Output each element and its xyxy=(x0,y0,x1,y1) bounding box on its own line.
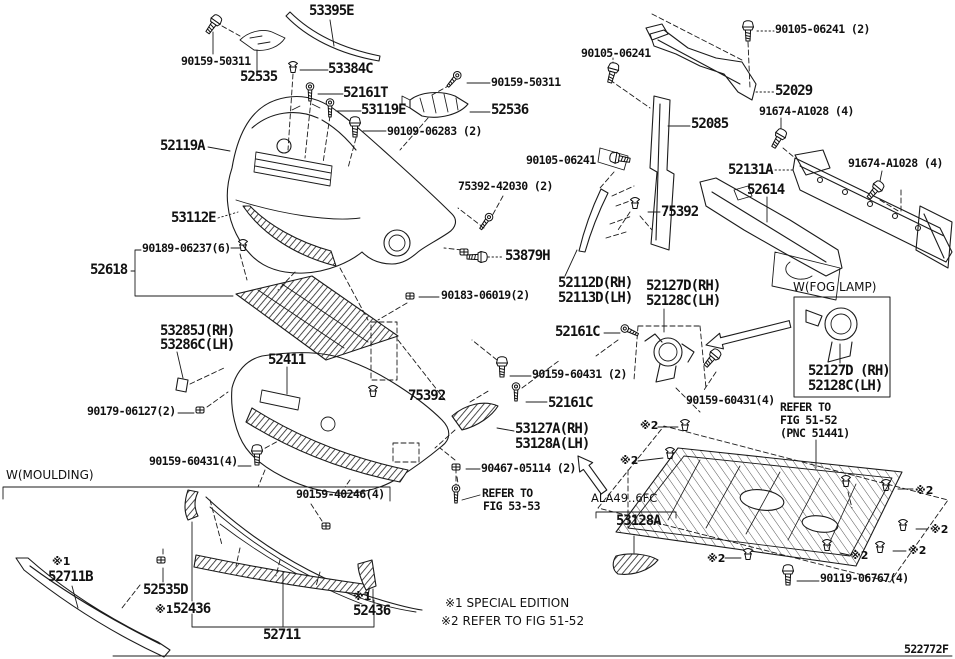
section-label-moulding: W(MOULDING) xyxy=(6,468,94,482)
grommet-icon xyxy=(322,523,330,529)
fastener-label-90159-50311-b: 90159-50311 xyxy=(491,75,561,89)
ref-fig5353-line2: FIG 53-53 xyxy=(483,499,540,513)
fastener-label-90105-06241-left: 90105-06241 xyxy=(581,46,651,60)
part-label-53286C: 53286C(LH) xyxy=(160,337,235,353)
model-code-label: ALA49..6FC xyxy=(591,491,658,505)
marker2-clip-e: ※2 xyxy=(908,544,927,557)
grommet-icon xyxy=(452,464,460,470)
ref-fig5152-line2: FIG 51-52 xyxy=(780,413,837,427)
seal-strip-drawing xyxy=(286,12,380,61)
bolt-icon xyxy=(701,347,722,370)
fastener-label-91674-A1028-top: 91674-A1028 (4) xyxy=(759,104,854,118)
corner-garnish-drawing xyxy=(579,189,608,252)
fastener-label-90467-05114: 90467-05114 (2) xyxy=(481,461,576,475)
screw-icon xyxy=(620,323,640,338)
fog-bracket-mid-drawing xyxy=(645,334,694,382)
part-label-52029: 52029 xyxy=(775,83,813,99)
bolt-icon xyxy=(604,62,620,84)
marker1-52436-left: ※1 xyxy=(155,603,174,616)
marker2-clip-a: ※2 xyxy=(640,419,659,432)
ref-fig5152-line3: (PNC 51441) xyxy=(780,426,850,440)
section-label-fog-lamp: W(FOG LAMP) xyxy=(793,280,877,294)
part-label-52711: 52711 xyxy=(263,627,301,643)
fastener-label-90159-60431-4r: 90159-60431(4) xyxy=(686,393,775,407)
part-label-52536: 52536 xyxy=(491,102,529,118)
grommet-icon xyxy=(406,293,414,299)
fastener-label-90159-40246: 90159-40246(4) xyxy=(296,487,385,501)
part-label-52711B: 52711B xyxy=(48,569,93,585)
part-label-53879H: 53879H xyxy=(505,248,550,264)
part-label-52614: 52614 xyxy=(747,182,785,198)
part-label-52161C-b: 52161C xyxy=(548,395,593,411)
part-label-53112E: 53112E xyxy=(171,210,216,226)
fastener-label-75392-42030: 75392-42030 (2) xyxy=(458,179,553,193)
clip-icon xyxy=(876,542,885,553)
fastener-label-90179-06127: 90179-06127(2) xyxy=(87,404,176,418)
part-label-52535D: 52535D xyxy=(143,582,188,598)
clip-53285-drawing xyxy=(176,378,188,392)
grille-drawing xyxy=(243,206,336,266)
moulding-section-drawing xyxy=(16,487,676,657)
bolt-icon xyxy=(769,127,789,150)
marker1-52711B: ※1 xyxy=(52,555,71,568)
screw-icon xyxy=(478,212,495,231)
fastener-label-90183-06019: 90183-06019(2) xyxy=(441,288,530,302)
part-label-52161C-a: 52161C xyxy=(555,324,600,340)
screw-icon xyxy=(452,485,460,503)
part-label-52119A: 52119A xyxy=(160,138,205,154)
part-label-52112D: 52112D(RH) xyxy=(558,275,633,291)
clip-icon xyxy=(744,549,753,560)
arrow-to-fog-bracket xyxy=(706,321,791,349)
part-label-52127D-box: 52127D (RH) xyxy=(808,363,890,379)
part-label-52411: 52411 xyxy=(268,352,306,368)
lower-grille-panel-drawing xyxy=(236,276,398,360)
marker2-clip-f: ※2 xyxy=(850,549,869,562)
bolt-icon xyxy=(467,252,487,263)
part-label-52127D-mid: 52127D(RH) xyxy=(646,278,721,294)
part-label-52161T: 52161T xyxy=(343,85,388,101)
figure-code: 522772F xyxy=(904,642,949,656)
part-label-52436-left: 52436 xyxy=(173,601,211,617)
part-label-52436-right: 52436 xyxy=(353,603,391,619)
bolt-icon xyxy=(350,117,361,137)
se-garnish-drawing xyxy=(613,554,658,574)
part-label-53384C: 53384C xyxy=(328,61,373,77)
part-label-53395E: 53395E xyxy=(309,3,354,19)
marker1-52436-right: ※1 xyxy=(353,590,372,603)
clip-icon xyxy=(631,198,640,209)
part-label-52618: 52618 xyxy=(90,262,128,278)
part-label-53128A-bottom: 53128A xyxy=(616,513,661,529)
upper-support-drawing xyxy=(646,24,756,100)
part-label-52131A: 52131A xyxy=(728,162,773,178)
fastener-label-91674-A1028-right: 91674-A1028 (4) xyxy=(848,156,943,170)
bracket-52536-drawing xyxy=(402,93,468,118)
clip-icon xyxy=(369,386,378,397)
fastener-label-90189-06237: 90189-06237(6) xyxy=(142,241,231,255)
part-label-52535: 52535 xyxy=(240,69,278,85)
part-label-52128C-mid: 52128C(LH) xyxy=(646,293,721,309)
marker2-clip-d: ※2 xyxy=(930,523,949,536)
part-label-52128C-box: 52128C(LH) xyxy=(808,378,883,394)
ref-fig5353-line1: REFER TO xyxy=(482,486,533,500)
fastener-label-90109-06283: 90109-06283 (2) xyxy=(387,124,482,138)
arrow-to-bezel xyxy=(578,456,607,494)
marker2-clip-b: ※2 xyxy=(620,454,639,467)
ref-fig5152-line1: REFER TO xyxy=(780,400,831,414)
bumper-cover-drawing xyxy=(227,96,455,273)
part-label-52085: 52085 xyxy=(691,116,729,132)
part-label-53119E: 53119E xyxy=(361,102,406,118)
fastener-label-90159-50311-a: 90159-50311 xyxy=(181,54,251,68)
clip-icon xyxy=(681,420,690,431)
marker2-clip-c: ※2 xyxy=(915,484,934,497)
fastener-label-90105-06241-mid: 90105-06241 xyxy=(526,153,596,167)
part-label-75392-right: 75392 xyxy=(661,204,699,220)
front-spoiler-drawing xyxy=(16,555,170,657)
bolt-icon xyxy=(864,179,885,202)
screw-icon xyxy=(445,70,463,89)
grommet-icon xyxy=(196,407,204,413)
bolt-icon xyxy=(783,565,794,585)
fastener-label-90159-60431-4l: 90159-60431(4) xyxy=(149,454,238,468)
bolt-icon xyxy=(743,21,754,41)
note-refer-fig5152: ※2 REFER TO FIG 51-52 xyxy=(441,614,585,628)
grommet-icon xyxy=(157,557,165,563)
part-label-53127A: 53127A(RH) xyxy=(515,421,590,437)
part-label-75392-left: 75392 xyxy=(408,388,446,404)
part-label-53285J: 53285J(RH) xyxy=(160,323,235,339)
note-special-edition: ※1 SPECIAL EDITION xyxy=(445,596,570,610)
fastener-label-90119-06767: 90119-06767(4) xyxy=(820,571,909,585)
bracket-52535-drawing xyxy=(240,30,285,50)
clip-icon xyxy=(899,520,908,531)
clip-icon xyxy=(289,62,298,73)
part-label-53128A-mid: 53128A(LH) xyxy=(515,436,590,452)
part-label-52113D: 52113D(LH) xyxy=(558,290,633,306)
side-support-drawing xyxy=(598,96,674,250)
fastener-label-90159-60431-2: 90159-60431 (2) xyxy=(532,367,627,381)
marker2-clip-g: ※2 xyxy=(707,552,726,565)
bolt-icon xyxy=(497,357,508,377)
bolt-icon xyxy=(252,445,263,465)
fog-bezel-rh-drawing xyxy=(452,403,498,430)
fastener-label-90105-06241-top: 90105-06241 (2) xyxy=(775,22,870,36)
grommet-icon xyxy=(460,249,468,255)
screw-icon xyxy=(512,383,520,401)
